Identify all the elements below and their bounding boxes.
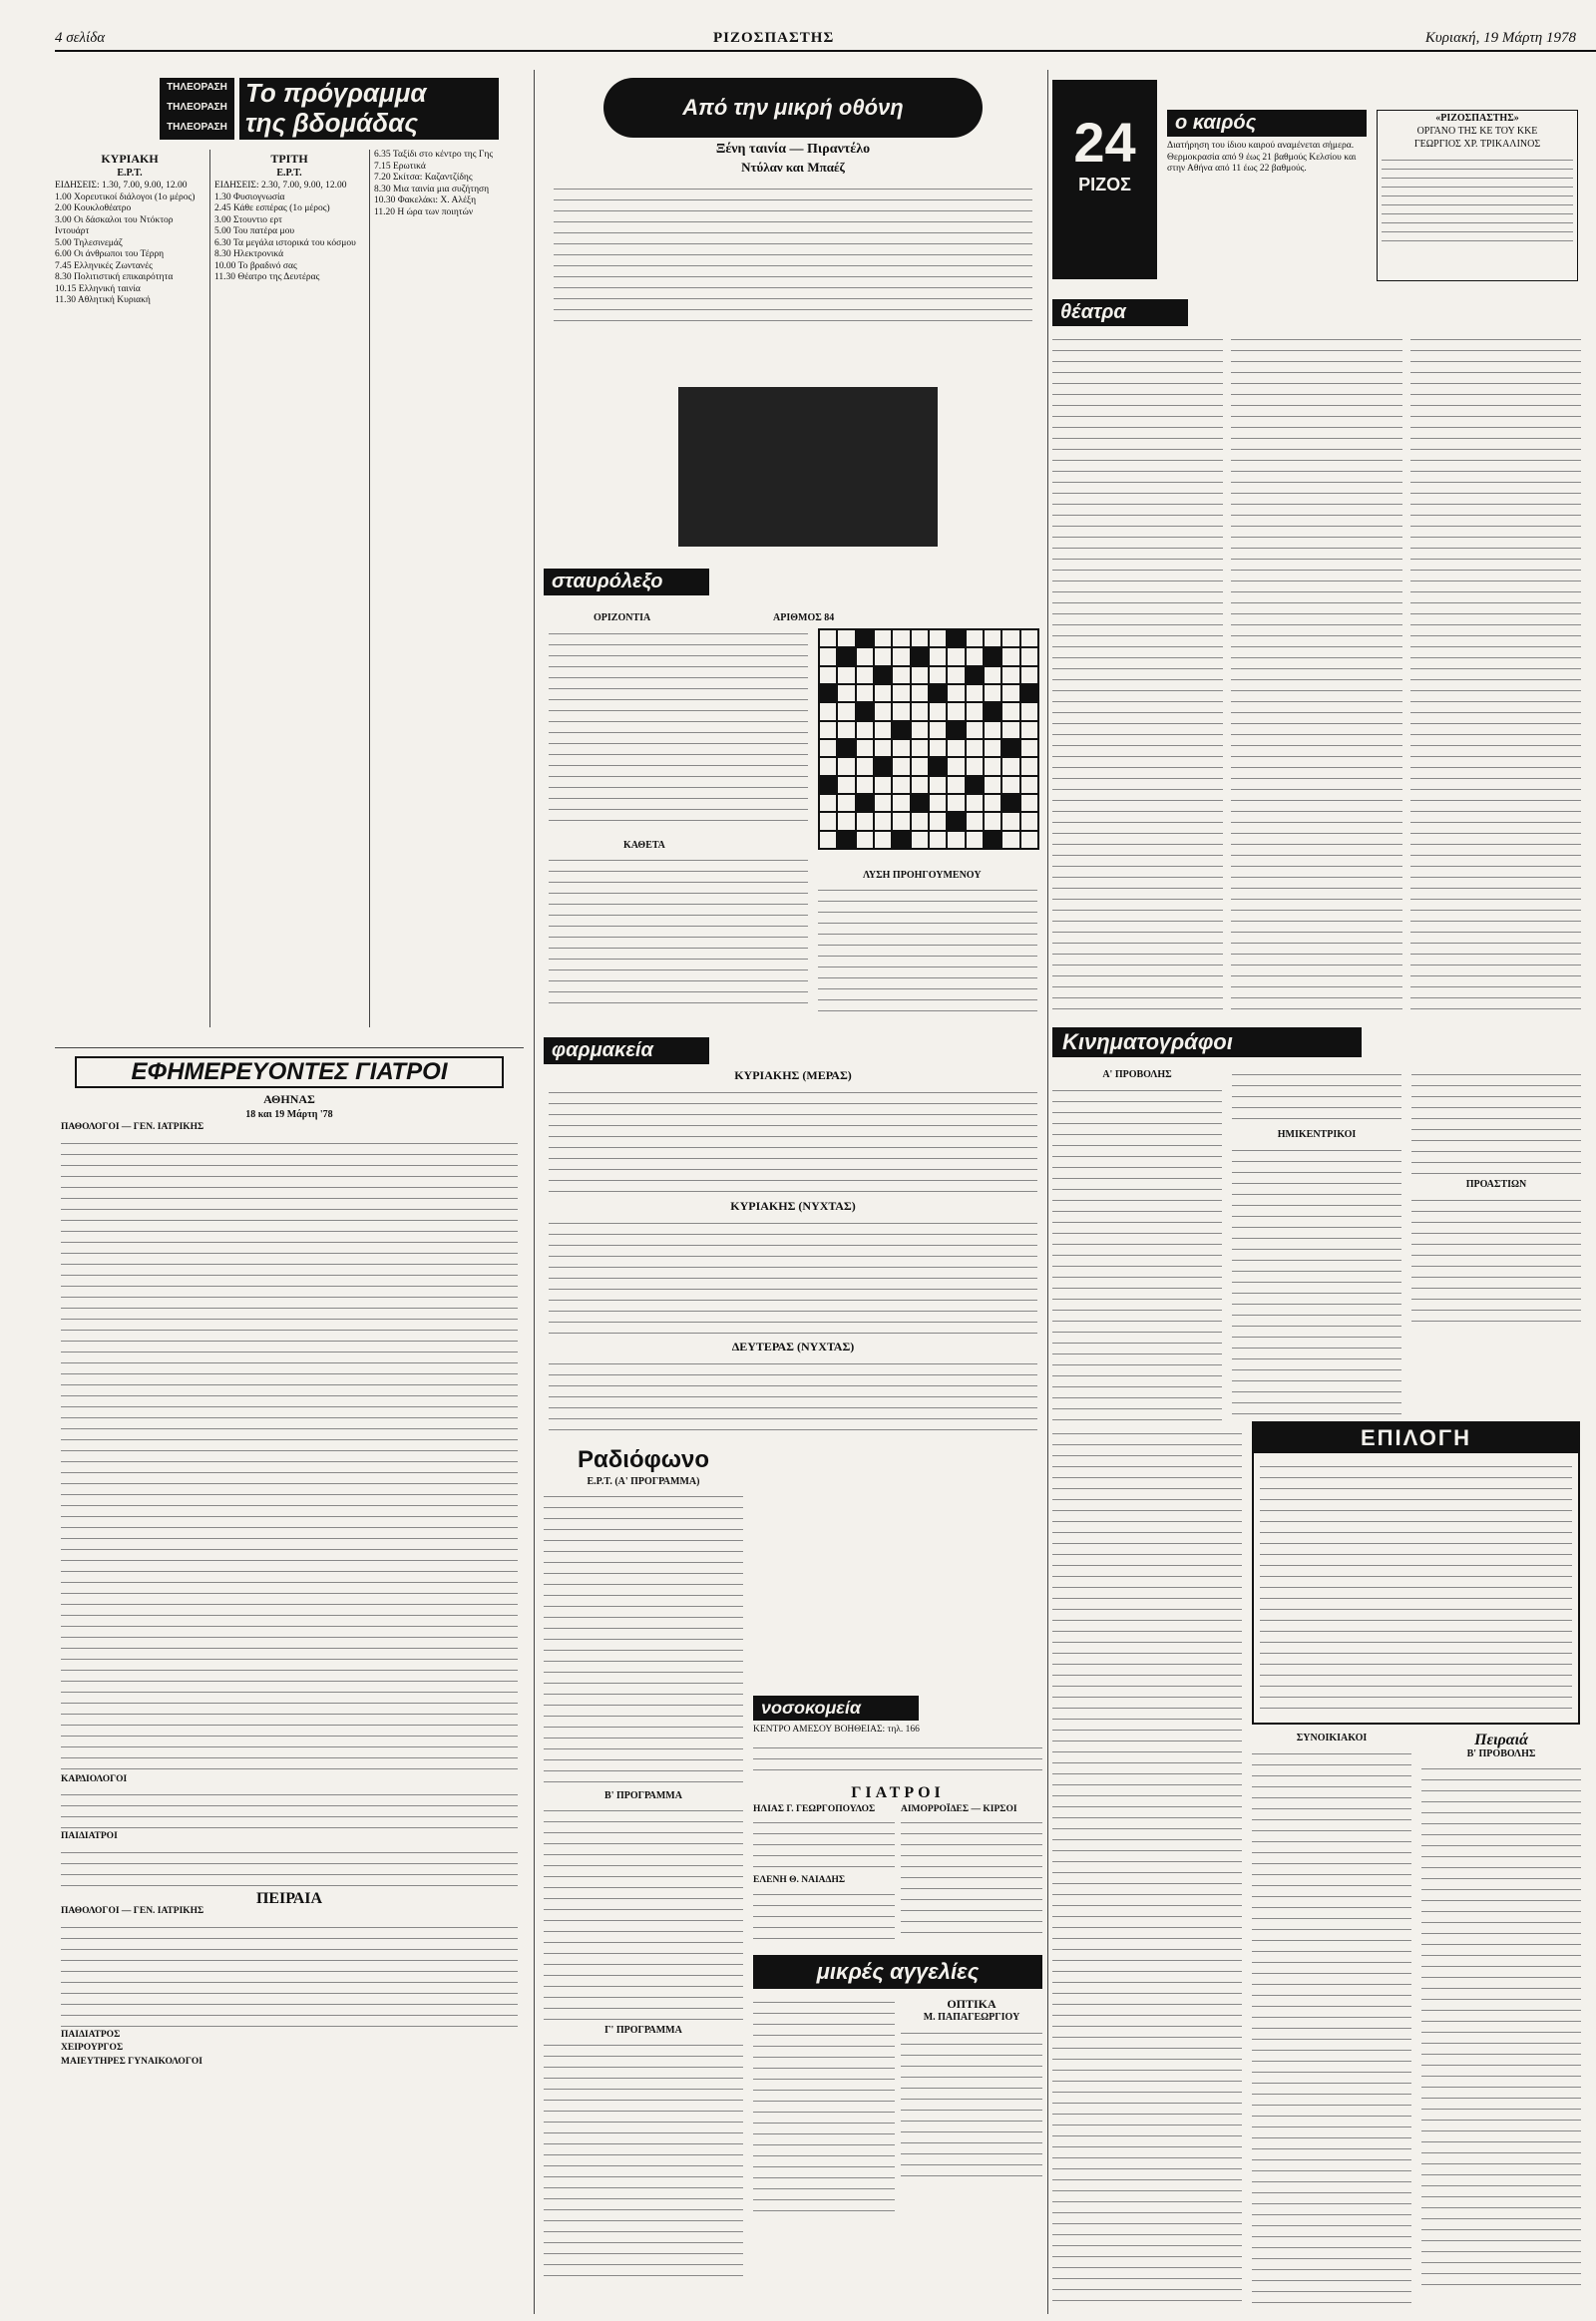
theatre-section	[1052, 299, 1581, 1017]
pharmacies-section	[544, 1037, 1042, 1436]
rizos-box: «ΡΙΖΟΣΠΑΣΤΗΣ» ΟΡΓΑΝΟ ΤΗΣ ΚΕ ΤΟΥ ΚΚΕ ΓΕΩΡΓΙΟΣ ΧΡ. ΤΡΙΚΑΛΙΝΟΣ	[1377, 110, 1578, 281]
classifieds-title: μικρές αγγελίες	[753, 1955, 1042, 1989]
tv-header	[160, 78, 499, 140]
cinema-section	[1052, 1027, 1581, 2314]
doctors-city: ΑΘΗΝΑΣ	[263, 1092, 315, 1106]
column-rule	[1047, 70, 1048, 2314]
screen-subtitle: Ντύλαν και Μπαέζ	[741, 160, 845, 175]
doctors-dates: 18 και 19 Μάρτη '78	[245, 1109, 333, 1120]
theatre-listings-2	[1231, 332, 1401, 1010]
radio-program-3: Γ' ΠΡΟΓΡΑΜΜΑ	[604, 2025, 682, 2036]
column-rule	[534, 70, 535, 2314]
tv-day-tuesday: ΤΡΙΤΗ	[270, 152, 308, 166]
crossword-section	[544, 569, 1042, 1022]
pharmacies-monday-night: ΔΕΥΤΕΡΑΣ (ΝΥΧΤΑΣ)	[731, 1340, 855, 1354]
theatre-title: θέατρα	[1052, 299, 1188, 326]
theatre-listings-1	[1052, 332, 1223, 1010]
weather-title: ο καιρός	[1167, 110, 1367, 137]
tv-title: Το πρόγραμμα της βδομάδας	[239, 78, 499, 140]
weather-text: Διατήρηση του ίδιου καιρού αναμένεται σήμερα. Θερμοκρασία από 9 έως 21 βαθμούς Κελσίου και στην Αθήνα από 11 έως 22 βαθμούς.	[1167, 141, 1357, 174]
hospitals-line: ΚΕΝΤΡΟ ΑΜΕΣΟΥ ΒΟΗΘΕΙΑΣ: τηλ. 166	[753, 1725, 920, 1735]
pharmacies-sunday: ΚΥΡΙΑΚΗΣ (ΜΕΡΑΣ)	[734, 1068, 852, 1082]
tv-logo: ΤΗΛΕΟΡΑΣΗ ΤΗΛΕΟΡΑΣΗ ΤΗΛΕΟΡΑΣΗ	[160, 78, 234, 140]
theatre-listings-3	[1410, 332, 1581, 1010]
photo-dylan-baez	[678, 387, 938, 547]
radio-section	[544, 1446, 743, 2314]
screen-section	[544, 78, 1042, 552]
masthead	[55, 30, 1596, 54]
across-label: ΟΡΙΖΟΝΤΙΑ	[594, 612, 651, 623]
tv-column-1: ΚΥΡΙΑΚΗ Ε.Ρ.Τ. ΕΙΔΗΣΕΙΣ: 1.30, 7.00, 9.00, 12.00 1.00 Χορευτικοί διάλογοι (1ο μέρος) 2.00 Κουκλοθέατρο 3.00 Οι δάσκαλοι του Ντόκτορ Ιντουάρτ 5.00 Τηλεσινεμάζ 6.00 Οι άνθρωποι του Τέρρη 7.45 Ελληνικές Ζωντανές 8.30 Πολιτιστική επικαιρότητα 10.15 Ελληνική ταινία 11.30 Αθλητική Κυριακή	[55, 150, 204, 1027]
choice-box	[1252, 1421, 1580, 1725]
screen-title: Ξένη ταινία — Πιραντέλο	[715, 142, 871, 157]
radio-title: Ραδιόφωνο	[577, 1446, 710, 1473]
solution-label: ΛΥΣΗ ΠΡΟΗΓΟΥΜΕΝΟΥ	[863, 870, 982, 881]
issue-date: Κυριακή, 19 Μάρτη 1978	[1424, 30, 1576, 46]
doctor-listings	[61, 1136, 518, 1774]
pharmacies-sunday-night: ΚΥΡΙΑΚΗΣ (ΝΥΧΤΑΣ)	[730, 1199, 856, 1213]
doctors-title: ΕΦΗΜΕΡΕΥΟΝΤΕΣ ΓΙΑΤΡΟΙ	[75, 1056, 504, 1088]
tv-day-sunday: ΚΥΡΙΑΚΗ	[101, 152, 159, 166]
cinema-piraeus: Πειραιά	[1474, 1732, 1528, 1748]
ad-24: 24 ΡΙΖΟΣ	[1052, 80, 1157, 279]
weather-section	[1167, 110, 1367, 289]
radio-program-1: Ε.Ρ.Τ. (Α' ΠΡΟΓΡΑΜΜΑ)	[587, 1476, 700, 1487]
masthead-rule	[55, 50, 1596, 52]
hospitals-title: νοσοκομεία	[753, 1696, 919, 1721]
cinema-semi-central: ΗΜΙΚΕΝΤΡΙΚΟΙ	[1277, 1129, 1357, 1140]
cinema-neighbourhood: ΣΥΝΟΙΚΙΑΚΟΙ	[1296, 1733, 1368, 1743]
tv-channel: Ε.Ρ.Τ.	[276, 167, 302, 179]
screen-header: Από την μικρή οθόνη	[603, 78, 983, 138]
cinema-listings	[1052, 1426, 1242, 2304]
down-label: ΚΑΘΕΤΑ	[623, 840, 665, 851]
page-number: 4 σελίδα	[55, 30, 106, 46]
optics-owner: Μ. ΠΑΠΑΓΕΩΡΓΙΟΥ	[923, 2012, 1020, 2023]
cinema-title: Κινηματογράφοι	[1052, 1027, 1362, 1057]
crossword-title: σταυρόλεξο	[544, 569, 709, 595]
choice-title: ΕΠΙΛΟΓΗ	[1254, 1423, 1578, 1453]
cinema-suburbs: ΠΡΟΑΣΤΙΩΝ	[1465, 1179, 1527, 1190]
column-rule	[209, 150, 210, 1027]
hospitals-section: νοσοκομεία ΚΕΝΤΡΟ ΑΜΕΣΟΥ ΒΟΗΘΕΙΑΣ: τηλ. 166 ΓΙΑΤΡΟΙ ΗΛΙΑΣ Γ. ΓΕΩΡΓΟΠΟΥΛΟΣ ΕΛΕΝΗ Θ. ΝΑΙΑΔΗΣ ΑΙΜΟΡΡΟΪΔΕΣ — ΚΙΡΣΟΙ μικρές αγγελίες ΟΠΤΙΚΑ Μ. ΠΑΠΑΓΕΩΡΓΙΟΥ	[753, 1696, 1042, 2314]
pharmacies-title: φαρμακεία	[544, 1037, 709, 1064]
cinema-piraeus-sub: Β' ΠΡΟΒΟΛΗΣ	[1466, 1747, 1536, 1759]
newspaper-name: ΡΙΖΟΣΠΑΣΤΗΣ	[713, 30, 835, 46]
tv-channel: Ε.Ρ.Τ.	[117, 167, 143, 179]
radio-program-2: Β' ΠΡΟΓΡΑΜΜΑ	[604, 1790, 682, 1801]
doctors2-title: ΓΙΑΤΡΟΙ	[851, 1783, 945, 1801]
tv-column-2: ΤΡΙΤΗ Ε.Ρ.Τ. ΕΙΔΗΣΕΙΣ: 2.30, 7.00, 9.00, 12.00 1.30 Φυσιογνωσία 2.45 Κάθε εσπέρας (1ο μέρος) 3.00 Στουντιο ερτ 5.00 Του πατέρα μου 6.30 Τα μεγάλα ιστορικά του κόσμου 8.30 Ηλεκτρονικά 10.00 Το βραδινό σας 11.30 Θέατρο της Δευτέρας	[214, 150, 364, 1027]
doctors-section: ΕΦΗΜΕΡΕΥΟΝΤΕΣ ΓΙΑΤΡΟΙ ΑΘΗΝΑΣ 18 και 19 Μάρτη '78 ΠΑΘΟΛΟΓΟΙ — ΓΕΝ. ΙΑΤΡΙΚΗΣ ΚΑΡΔΙΟΛΟΓΟΙ ΠΑΙΔΙΑΤΡΟΙ ΠΕΙΡΑΙΑ ΠΑΘΟΛΟΓΟΙ — ΓΕΝ. ΙΑΤΡΙΚΗΣ ΠΑΙΔΙΑΤΡΟΣ ΧΕΙΡΟΥΡΓΟΣ ΜΑΙΕΥΤΗΡΕΣ ΓΥΝΑΙΚΟΛΟΓΟΙ	[55, 1047, 524, 2305]
cinema-first-run: Α' ΠΡΟΒΟΛΗΣ	[1102, 1069, 1172, 1080]
optics-title: ΟΠΤΙΚΑ	[947, 1996, 997, 2011]
crossword-number: ΑΡΙΘΜΟΣ 84	[773, 612, 835, 623]
crossword-grid	[818, 628, 1039, 850]
column-rule	[369, 150, 370, 1027]
tv-column-3: 6.35 Ταξίδι στο κέντρο της Γης 7.15 Ερωτικά 7.20 Σκίτσα: Καζαντζίδης 8.30 Μια ταινία μια συζήτηση 10.30 Φακελάκι: Χ. Αλέξη 11.20 Η ώρα των ποιητών	[374, 150, 494, 217]
